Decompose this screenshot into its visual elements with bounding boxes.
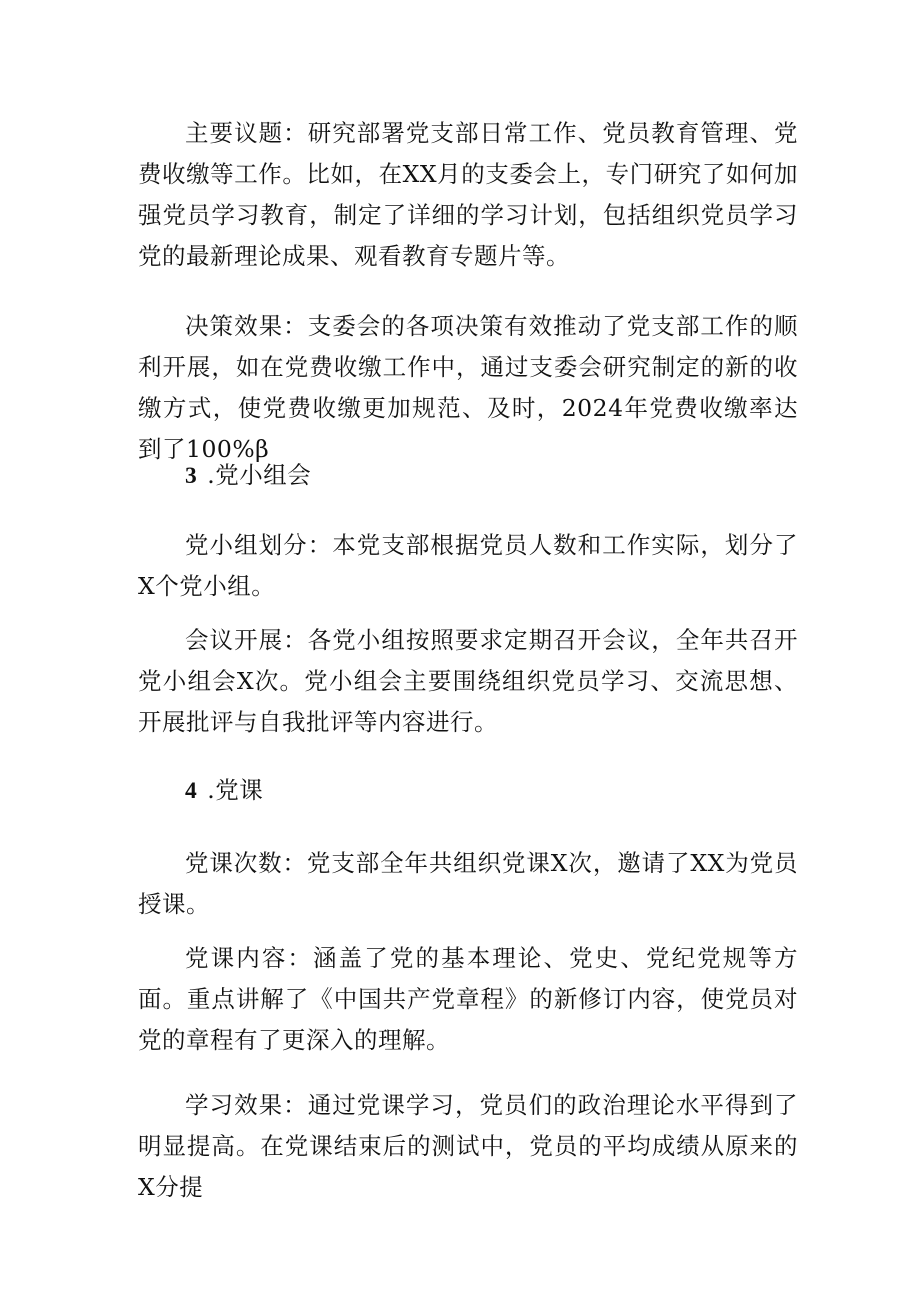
- section-heading-4: [185, 770, 263, 812]
- paragraph-lecture-count: 党课次数：党支部全年共组织党课X次，邀请了XX为党员授课。: [138, 849, 798, 918]
- paragraph-lecture-content: 党课内容：涵盖了党的基本理论、党史、党纪党规等方面。重点讲解了《中国共产党章程》的新修订内容，使党员对党的章程有了更深入的理解。: [138, 944, 798, 1054]
- section-number: 3: [185, 463, 198, 489]
- section-title: .党课: [207, 776, 264, 804]
- paragraph-learning-effect: 学习效果：通过党课学习，党员们的政治理论水平得到了明显提高。在党课结束后的测试中，党员的平均成绩从原来的X分提: [138, 1091, 798, 1201]
- section-title: .党小组会: [207, 461, 312, 489]
- paragraph-group-division: 党小组划分：本党支部根据党员人数和工作实际，划分了X个党小组。: [138, 531, 798, 600]
- paragraph-main-topics: 主要议题：研究部署党支部日常工作、党员教育管理、党费收缴等工作。比如，在XX月的支委会上，专门研究了如何加强党员学习教育，制定了详细的学习计划，包括组织党员学习党的最新理论成果、观看教育专题片等。: [138, 119, 798, 270]
- paragraph-meeting-conduct: 会议开展：各党小组按照要求定期召开会议，全年共召开党小组会X次。党小组会主要围绕组织党员学习、交流思想、开展批评与自我批评等内容进行。: [138, 626, 798, 736]
- section-number: 4: [185, 778, 198, 804]
- section-heading-3: [185, 455, 311, 497]
- paragraph-decision-effect: 决策效果：支委会的各项决策有效推动了党支部工作的顺利开展，如在党费收缴工作中，通过支委会研究制定的新的收缴方式，使党费收缴更加规范、及时，2024年党费收缴率达到了100%β: [138, 312, 798, 463]
